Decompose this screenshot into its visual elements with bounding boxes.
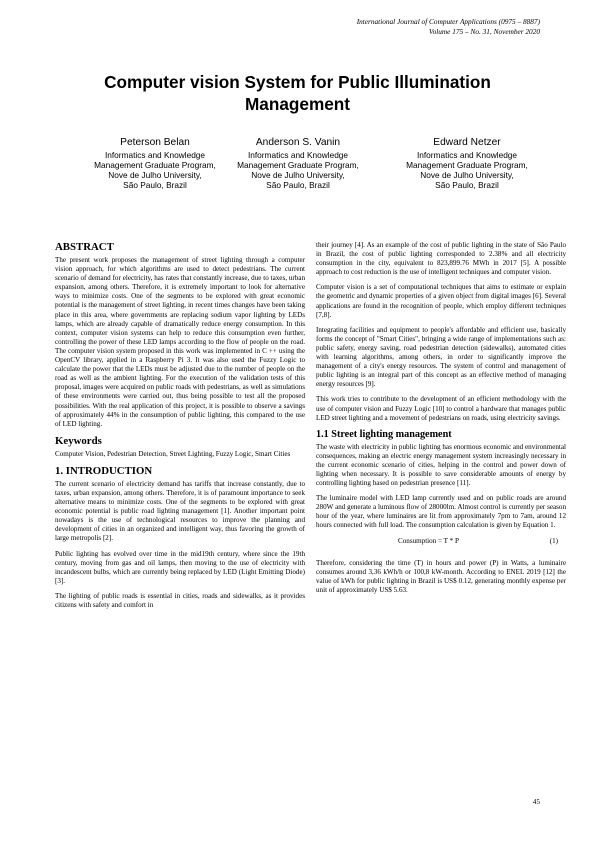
abstract-heading: ABSTRACT [55,241,114,253]
body-paragraph: The luminaire model with LED lamp currently used and on public roads are around 280W and generate a luminous flow of 28000lm. Almost control is currently per season hour of the year, where luminaires are lit from approximately 7pm to 7am, around 12 hours connected with full load. The consumption calculation is given by Equation 1. [316,494,566,530]
body-paragraph: Computer vision is a set of computational techniques that aims to estimate or explain the geometric and dynamic properties of a given object from digital images [6]. Several applications are found in the recognition of people, which employ different techniques [7,8]. [316,283,566,319]
author-affiliation-line: São Paulo, Brazil [266,180,330,190]
intro-paragraph: The current scenario of electricity demand has tariffs that increase constantly, due to taxes, urban expansion, among others. Therefore, it is of paramount importance to seek alternative means to minimize costs. One of the segments to be explored with great economic potential is public road lighting management [1]. Another important point nowadays is the use of technological resources to improve the planning and development of cities in an organized and intelligent way, thus favoring the growth of large metropolis [2]. [55,479,305,543]
equation-1 [316,537,566,549]
author-name: Peterson Belan [120,137,190,148]
author-affiliation-line: Nove de Julho University, [108,170,202,180]
author-affiliation-line: Nove de Julho University, [420,170,514,180]
right-column [316,241,566,601]
paper-title-line-1: Computer vision System for Public Illumination [104,72,491,92]
author-name: Anderson S. Vanin [255,137,341,148]
section-heading-1-1: 1.1 Street lighting management [316,428,452,440]
body-paragraph: This work tries to contribute to the development of an efficient methodology with the use of computer vision and Fuzzy Logic [10] to control a hardware that manages public LED street lighting and a movement of pedestrians on roads, using electricity savings. [316,395,566,422]
journal-header [357,17,540,37]
introduction-heading: 1. INTRODUCTION [55,464,153,477]
keywords-text: Computer Vision, Pedestrian Detection, Street Lighting, Fuzzy Logic, Smart Cities [55,449,291,458]
intro-paragraph: Public lighting has evolved over time in the mid19th century, where since the 19th century, moving from gas and oil lamps, then moving to the use of electricity with incandescent bulbs, which are currently being replaced by LED (Light Emitting Diode) [3]. [55,549,305,585]
equation-expression: Consumption = T * P [398,536,459,545]
author-block-3 [382,137,552,190]
equation-number: (1) [549,536,558,545]
paper-title [60,71,535,115]
journal-name: International Journal of Computer Applications (0975 – 8887) [356,17,540,26]
intro-paragraph: The lighting of public roads is essential in cities, roads and sidewalks, as it provides citizens with safety and comfort in [55,591,305,609]
keywords-heading: Keywords [55,434,102,447]
page-number: 45 [532,797,540,806]
journal-volume: Volume 175 – No. 31, November 2020 [428,27,540,36]
author-affiliation-line: Management Graduate Program, [237,160,359,170]
left-column [55,241,305,616]
author-affiliation-line: Management Graduate Program, [406,160,528,170]
author-affiliation-line: Management Graduate Program, [94,160,216,170]
author-affiliation-line: Informatics and Knowledge [104,150,206,160]
body-paragraph: Integrating facilities and equipment to people's affordable and efficient use, basically forms the concept of "Smart Cities", bringing a wide range of implementations such as: public safety, energy saving, road pedestrian detection (sidewalks), automated cities with learning algorithms, among others, in order to significantly improve the management of a city's energy resources. The system of control and management of public lighting is an integral part of this concept as an effective method of managing energy resources [9]. [316,325,566,389]
author-name: Edward Netzer [433,137,501,148]
author-block-2 [213,137,383,190]
body-paragraph: Therefore, considering the time (T) in hours and power (P) in Watts, a luminaire consumes around 3,36 kWh/h or 100,8 kW-month. According to ENEL 2019 [12] the value of kWh for public lighting in Brazil is US$ 0.12, generating monthly expense per unit of approximately US$ 5.63. [316,558,566,594]
author-affiliation-line: São Paulo, Brazil [435,180,499,190]
abstract-text: The present work proposes the management of street lighting through a computer vision approach, for which algorithms are used to detect pedestrians. The current scenario of demand for electricity, has rates that constantly increase, due to taxes, urban expansion, among others. Therefore, it is extremely important to look for alternative ways to minimize costs. One of the segments to be explored with great economic potential is the management of street lighting, in recent times changes have been taking place in this area, where governments are replacing sodium vapor lighting by LEDs lamps, which are already capable of dramatically reduce energy consumption. In this context, computer vision systems can help to reduce this consumption even further, controlling the power of these LED lamps according to the flow of people on the road. The computer vision system proposed in this work was implemented in C ++ using the OpenCV library, applied in a Raspberry Pi 3. It was also used the Fuzzy Logic to calculate the power that the LEDs must be adjusted due to the number of people on the road as well as the ambient lighting. For the execution of the validation tests of this proposal, images were acquired on public roads with pedestrians, as well as simulations of these environments were carried out, thus being possible to test all the proposed possibilities. With the real application of this project, it is possible to observe a savings of approximately 44% in the consumption of public lighting, this compared to the use of LED lighting. [55,256,305,428]
author-affiliation-line: São Paulo, Brazil [123,180,187,190]
author-affiliation-line: Informatics and Knowledge [247,150,349,160]
paper-title-line-2: Management [244,94,351,114]
body-paragraph: their journey [4]. As an example of the cost of public lighting in the state of São Paulo in Brazil, the cost of public lighting corresponded to 2.38% and all electricity consumption in the city, equivalent to 823,899.76 MWh in 2017 [5]. A possible approach to cost reduction is the use of intelligent techniques and computer vision. [316,241,566,277]
author-affiliation-line: Nove de Julho University, [251,170,345,180]
author-affiliation-line: Informatics and Knowledge [416,150,518,160]
body-paragraph: The waste with electricity in public lighting has enormous economic and environmental consequences, making an electric energy management system increasingly necessary in the current economic scenario of cities, helping in the control and power down of lighting when necessary. It is possible to save considerable amounts of energy by controlling lighting based on pedestrian presence [11]. [316,442,566,488]
